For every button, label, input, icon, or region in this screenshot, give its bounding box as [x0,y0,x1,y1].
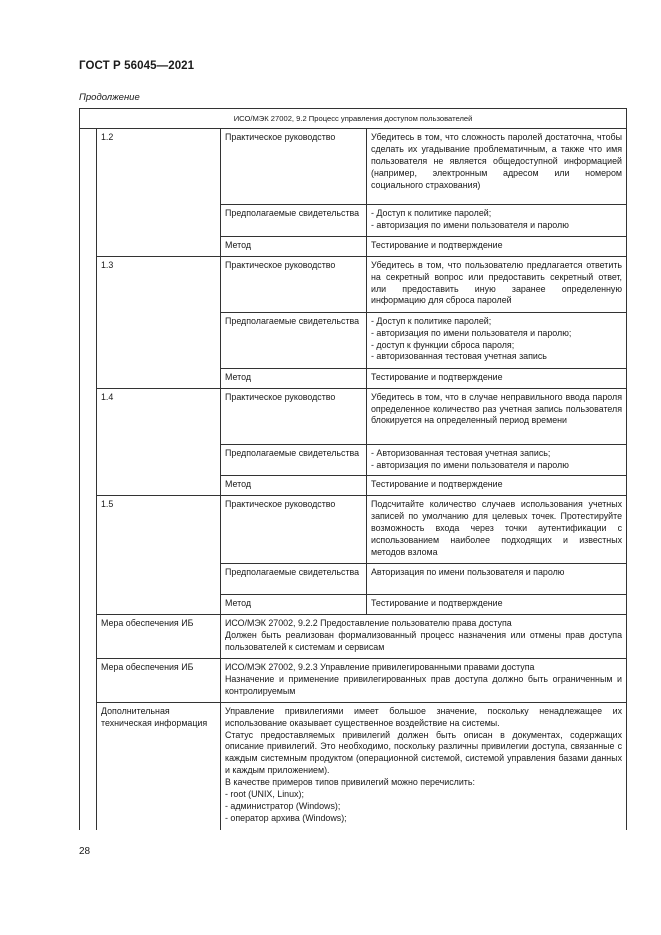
row-label: Метод [221,236,367,256]
list-item: - доступ к функции сброса пароля; [371,339,515,350]
additional-content [221,702,627,830]
list-item: - администратор (Windows); [225,800,341,811]
list-item: - оператор архива (Windows); [225,812,347,823]
table-header: ИСО/МЭК 27002, 9.2 Процесс управления доступом пользователей [80,109,627,129]
measure-ref: ИСО/МЭК 27002, 9.2.3 Управление привилегированными правами доступа [225,661,535,672]
row-label: Практическое руководство [221,496,367,564]
requirements-table [79,108,627,830]
list-item: - авторизация по имени пользователя и паролю [371,219,569,230]
paragraph: Управление привилегиями имеет большое значение, поскольку ненадлежащее их использование оказывает существенное воздействие на системы. [225,705,623,728]
table-row [80,702,627,830]
measure-label: Мера обеспечения ИБ [97,658,221,702]
row-label: Практическое руководство [221,256,367,312]
table-row [80,388,627,444]
row-label: Метод [221,595,367,615]
measure-ref: ИСО/МЭК 27002, 9.2.2 Предоставление пользователю права доступа [225,618,512,629]
row-content: Тестирование и подтверждение [367,236,627,256]
row-label: Метод [221,476,367,496]
row-content: Тестирование и подтверждение [367,368,627,388]
row-content [367,312,627,368]
row-content: Убедитесь в том, что пользователю предлагается ответить на секретный вопрос или предоставить секретный ответ, или предоставить иную заранее определенную информацию для сброса паролей [367,256,627,312]
item-id: 1.5 [97,496,221,615]
row-label: Практическое руководство [221,388,367,444]
measure-content [221,658,627,702]
row-label: Практическое руководство [221,129,367,205]
row-content [367,444,627,476]
list-item: - Доступ к политике паролей; [371,208,492,218]
row-label: Метод [221,368,367,388]
item-id: 1.4 [97,388,221,496]
list-item: - root (UNIX, Linux); [225,789,304,800]
row-content: Тестирование и подтверждение [367,595,627,615]
list-item: - Авторизованная тестовая учетная запись; [371,447,551,458]
table-row [80,615,627,659]
item-id: 1.3 [97,256,221,388]
measure-text: Назначение и применение привилегированных прав доступа должно быть ограниченным и контролируемым [225,673,623,696]
row-content: Убедитесь в том, что сложность паролей достаточна, чтобы сделать их угадывание проблематичным, а также что имя пользователя не является общедоступной информацией (например, электронным адресом или номером социального страхования) [367,129,627,205]
list-item: - авторизованная тестовая учетная запись [371,351,547,362]
table-header-row [80,109,627,129]
measure-text: Должен быть реализован формализованный процесс назначения или отмены прав доступа пользователей к системам и сервисам [225,630,623,653]
row-content [367,205,627,237]
row-content: Авторизация по имени пользователя и паролю [367,564,627,595]
row-content: Тестирование и подтверждение [367,476,627,496]
row-label: Предполагаемые свидетельства [221,564,367,595]
paragraph: Статус предоставляемых привилегий должен быть описан в документах, содержащих описание привилегий. Это необходимо, поскольку различны привилегии доступа, связанные с каждым системным продуктом (операционной системой, системой управления базами данных и каждым приложением). [225,729,623,776]
additional-label: Дополнительная техническая информация [97,702,221,830]
table-row [80,658,627,702]
list-item: - Доступ к политике паролей; [371,315,492,326]
measure-label: Мера обеспечения ИБ [97,615,221,659]
table-row [80,496,627,564]
row-content: Подсчитайте количество случаев использования учетных записей по умолчанию для целевых точек. Протестируйте возможность входа через точки аутентификации с использованием наиболее подходящих и известных методов взлома [367,496,627,564]
table-row [80,256,627,312]
row-label: Предполагаемые свидетельства [221,444,367,476]
paragraph: В качестве примеров типов привилегий можно перечислить: [225,777,475,788]
list-item: - авторизация по имени пользователя и паролю; [371,327,572,338]
item-id: 1.2 [97,129,221,257]
row-label: Предполагаемые свидетельства [221,312,367,368]
left-gutter [80,129,97,831]
page-number: 28 [79,846,91,857]
measure-content [221,615,627,659]
table-row [80,129,627,205]
document-title: ГОСТ Р 56045—2021 [79,60,195,72]
row-label: Предполагаемые свидетельства [221,205,367,237]
row-content: Убедитесь в том, что в случае неправильного ввода пароля определенное количество раз учетная запись пользователя блокируется на определенный период времени [367,388,627,444]
list-item: - авторизация по имени пользователя и паролю [371,459,569,470]
continuation-label: Продолжение [79,92,140,103]
